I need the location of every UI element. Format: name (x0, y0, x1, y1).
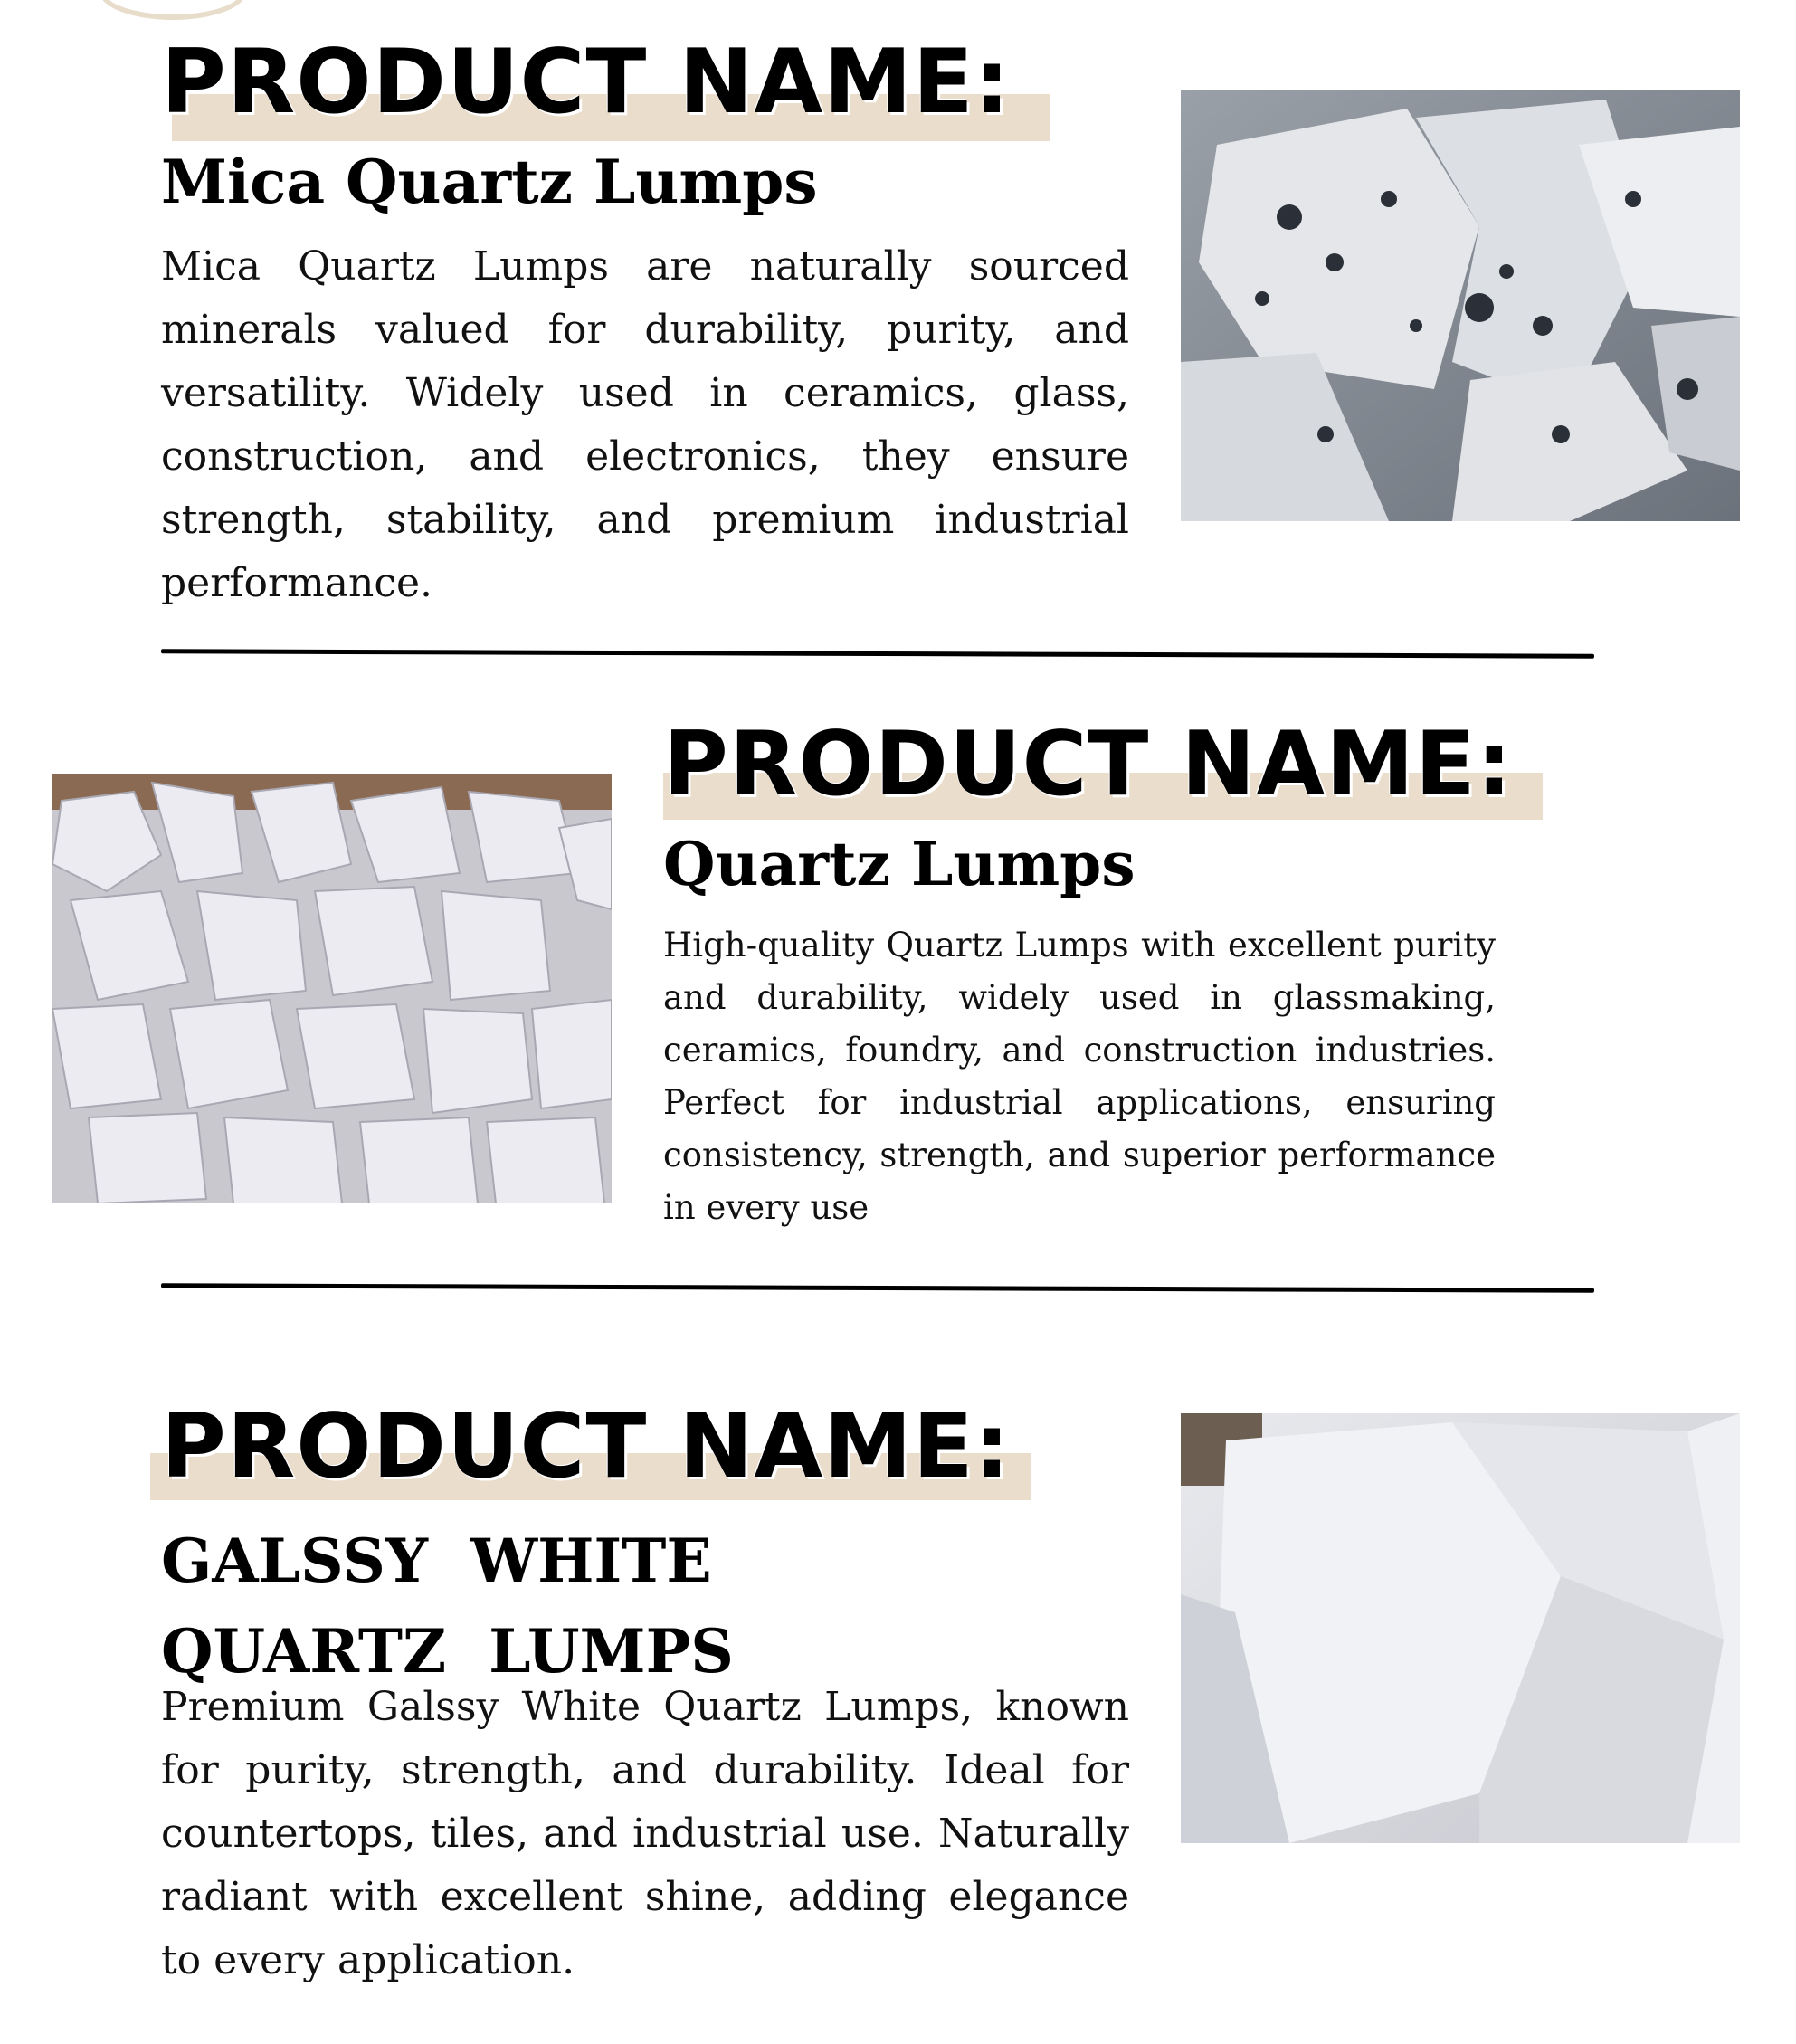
product-title: Mica Quartz Lumps (161, 147, 818, 217)
white-quartz-photo (1181, 1413, 1740, 1843)
product-label-2 (663, 713, 1513, 816)
quartz-lumps-photo (52, 774, 612, 1203)
product-label-text: PRODUCT NAME: (161, 1395, 1011, 1498)
product-description: High-quality Quartz Lumps with excellent purity and durability, widely used in glassmaking, ceramics, foundry, and construction industries. Perfect for industrial applications, ensuring consistency, strength, and superior performance in every use (663, 926, 1496, 1227)
product-title: Quartz Lumps (663, 829, 1136, 899)
product-label-text: PRODUCT NAME: (663, 713, 1513, 816)
corner-decoration (100, 0, 246, 20)
product-label-1 (161, 31, 1011, 134)
section-divider (161, 1283, 1594, 1293)
product-label-3 (161, 1395, 1011, 1498)
product-label-text: PRODUCT NAME: (161, 31, 1011, 134)
mica-quartz-photo (1181, 90, 1740, 521)
product-description: Mica Quartz Lumps are naturally sourced minerals valued for durability, purity, and versatility. Widely used in ceramics, glass, construction, and electronics, they ensure strength, stability, and premium industrial performance. (161, 243, 1129, 606)
product-title: GALSSY WHITE QUARTZ LUMPS (161, 1526, 734, 1687)
product-description: Premium Galssy White Quartz Lumps, known for purity, strength, and durability. Ideal for countertops, tiles, and industrial use. Naturally radiant with excellent shine, adding elegance to every application. (161, 1684, 1129, 1983)
section-divider (161, 649, 1594, 659)
